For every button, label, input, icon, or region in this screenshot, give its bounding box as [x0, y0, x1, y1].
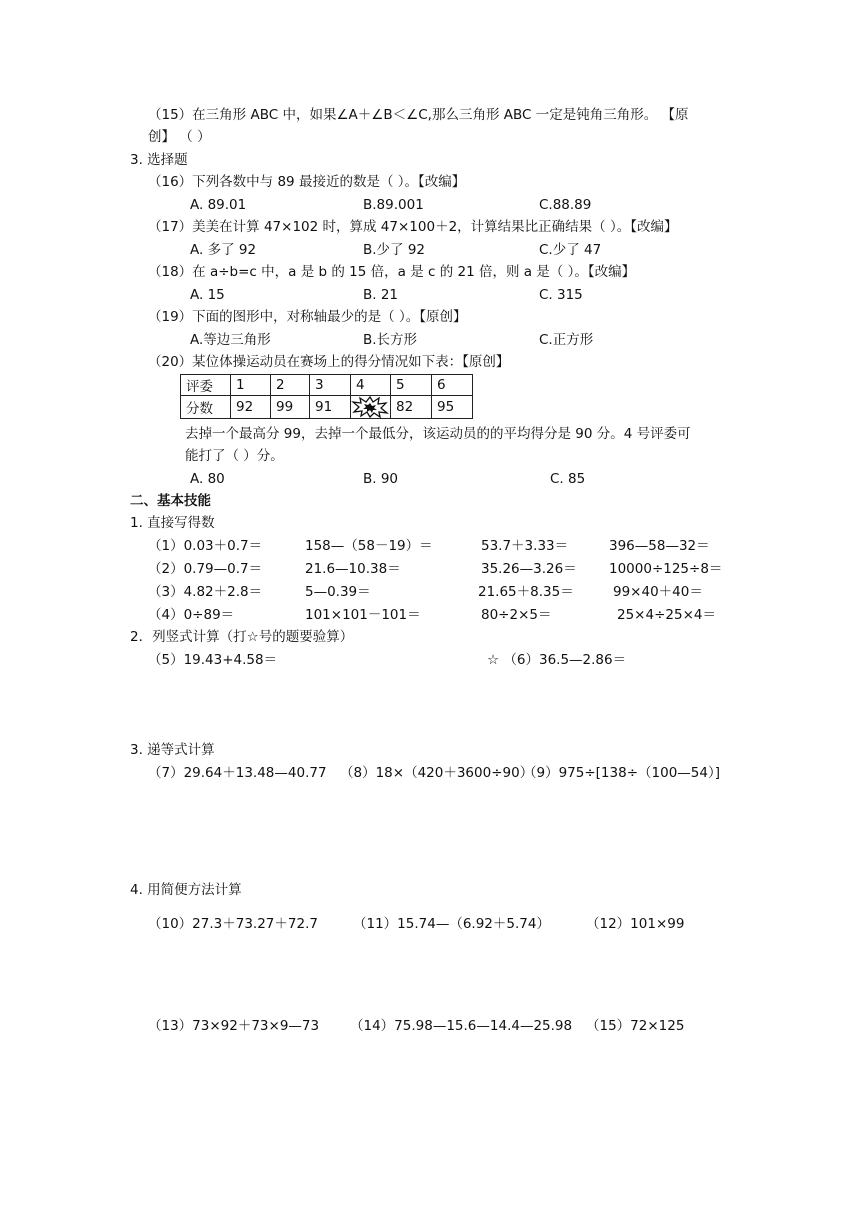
calc-item: 53.7＋3.33＝ — [481, 538, 569, 554]
table-cell: 1 — [231, 375, 271, 396]
part-two-heading: 二、基本技能 — [130, 493, 211, 509]
q18-text: （18）在 a÷b=c 中，a 是 b 的 15 倍，a 是 c 的 21 倍，则 a 是（ ）。【改编】 — [148, 264, 636, 280]
table-cell: 95 — [432, 396, 473, 419]
calc-item: （1）0.03＋0.7＝ — [148, 538, 263, 554]
hidden-score-cell — [351, 396, 391, 419]
problem-13: （13）73×92＋73×9—73 — [148, 1018, 320, 1034]
stepwise-calc-heading: 3. 递等式计算 — [130, 742, 215, 758]
table-cell: 6 — [432, 375, 473, 396]
table-cell: 3 — [310, 375, 351, 396]
problem-11: （11）15.74—（6.92＋5.74） — [353, 916, 550, 932]
vertical-calc-heading: 2．列竖式计算（打☆号的题要验算） — [130, 629, 354, 645]
problem-15: （15）72×125 — [586, 1018, 685, 1034]
section-choice-heading: 3. 选择题 — [130, 152, 188, 168]
problem-14: （14）75.98—15.6—14.4—25.98 — [350, 1018, 573, 1034]
q15-line2: 创】 （ ） — [148, 129, 211, 145]
table-cell: 5 — [391, 375, 432, 396]
q19-option-b: B.长方形 — [363, 332, 418, 348]
table-row — [181, 375, 473, 396]
problem-5: （5）19.43+4.58＝ — [148, 652, 278, 668]
q16-text: （16）下列各数中与 89 最接近的数是（ ）。【改编】 — [148, 174, 466, 190]
problem-8: （8）18×（420＋3600÷90） — [340, 765, 534, 781]
table-cell: 2 — [271, 375, 310, 396]
q18-option-b: B. 21 — [363, 287, 399, 303]
problem-12: （12）101×99 — [586, 916, 685, 932]
calc-item: 5—0.39＝ — [305, 584, 371, 600]
calc-item: 21.6—10.38＝ — [305, 561, 401, 577]
calc-item: 10000÷125÷8＝ — [609, 561, 723, 577]
q17-option-c: C.少了 47 — [539, 242, 602, 258]
table-cell: 91 — [310, 396, 351, 419]
calc-item: 101×101－101＝ — [305, 607, 421, 623]
table-cell: 分数 — [181, 396, 231, 419]
q20-option-c: C. 85 — [550, 471, 586, 487]
calc-item: 396—58—32＝ — [609, 538, 710, 554]
q19-text: （19）下面的图形中，对称轴最少的是（ ）。【原创】 — [148, 309, 467, 325]
q20-text: （20）某位体操运动员在赛场上的得分情况如下表：【原创】 — [148, 354, 510, 370]
calc-item: 80÷2×5＝ — [481, 607, 552, 623]
calc-item: 25×4÷25×4＝ — [617, 607, 716, 623]
q17-option-a: A. 多了 92 — [190, 242, 257, 258]
calc-item: 99×40＋40＝ — [613, 584, 703, 600]
q16-option-c: C.88.89 — [539, 197, 592, 213]
problem-9: （9）975÷[138÷（100—54）] — [523, 765, 720, 781]
direct-calc-heading: 1. 直接写得数 — [130, 515, 215, 531]
table-cell: 99 — [271, 396, 310, 419]
starburst-icon — [351, 396, 389, 418]
problem-6: ☆ （6）36.5—2.86＝ — [487, 652, 627, 668]
calc-item: （3）4.82＋2.8＝ — [148, 584, 263, 600]
q18-option-a: A. 15 — [190, 287, 225, 303]
simplified-calc-heading: 4. 用简便方法计算 — [130, 882, 242, 898]
table-cell: 4 — [351, 375, 391, 396]
q17-text: （17）美美在计算 47×102 时，算成 47×100＋2，计算结果比正确结果（ ）。【改编】 — [148, 219, 678, 235]
q16-option-b: B.89.001 — [363, 197, 424, 213]
q20-description-line2: 能打了（ ）分。 — [185, 448, 284, 464]
q17-option-b: B.少了 92 — [363, 242, 426, 258]
q19-option-a: A.等边三角形 — [190, 332, 271, 348]
problem-10: （10）27.3＋73.27＋72.7 — [148, 916, 318, 932]
calc-item: （4）0÷89＝ — [148, 607, 235, 623]
q19-option-c: C.正方形 — [539, 332, 594, 348]
table-row — [181, 396, 473, 419]
q20-option-a: A. 80 — [190, 471, 225, 487]
table-cell: 评委 — [181, 375, 231, 396]
q18-option-c: C. 315 — [539, 287, 583, 303]
table-cell: 82 — [391, 396, 432, 419]
problem-7: （7）29.64＋13.48—40.77 — [148, 765, 327, 781]
calc-item: （2）0.79—0.7＝ — [148, 561, 263, 577]
q15-line1: （15）在三角形 ABC 中，如果∠A＋∠B＜∠C,那么三角形 ABC 一定是钝角三角形。 【原 — [148, 107, 689, 123]
q20-option-b: B. 90 — [363, 471, 399, 487]
q20-description-line1: 去掉一个最高分 99，去掉一个最低分，该运动员的的平均得分是 90 分。4 号评委可 — [185, 426, 691, 442]
q16-option-a: A. 89.01 — [190, 197, 247, 213]
calc-item: 35.26—3.26＝ — [481, 561, 577, 577]
score-table — [180, 374, 473, 419]
calc-item: 158—（58－19）＝ — [305, 538, 433, 554]
table-cell: 92 — [231, 396, 271, 419]
calc-item: 21.65＋8.35＝ — [478, 584, 574, 600]
